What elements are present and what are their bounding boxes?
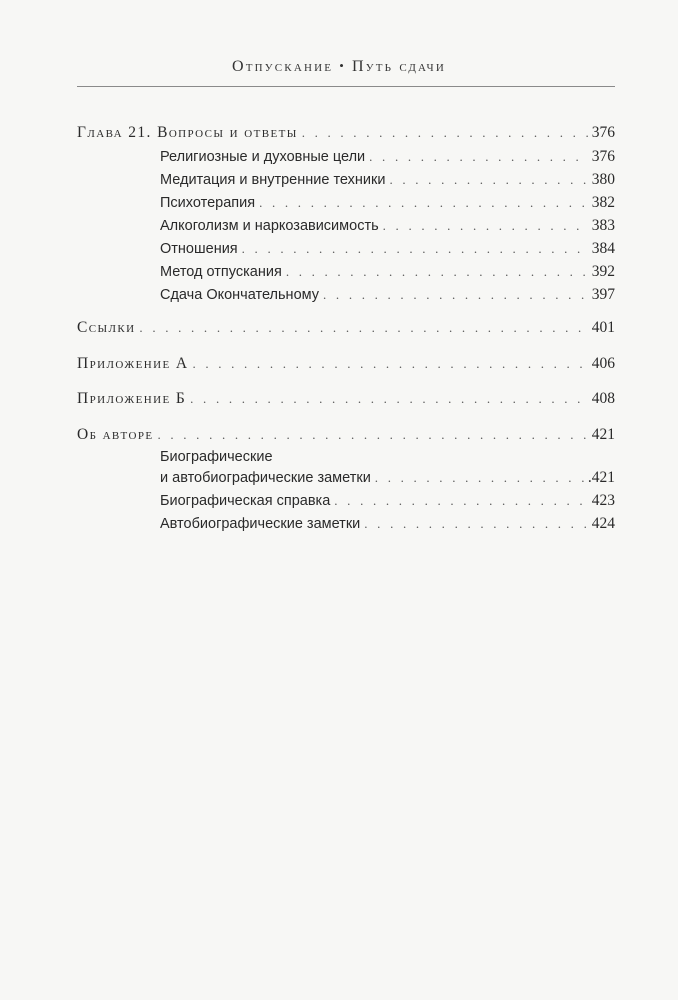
dot-leader <box>242 239 588 259</box>
toc-entry-page: 392 <box>591 263 615 280</box>
toc-entry-page: 384 <box>591 240 615 257</box>
toc-entry-page: 397 <box>591 286 615 303</box>
toc-entry-page: 382 <box>591 194 615 211</box>
running-head-left: Отпускание <box>231 58 334 75</box>
toc-entry-psychotherapy[interactable] <box>160 193 615 215</box>
toc-entry-label: Приложение А <box>77 355 189 372</box>
dot-leader <box>334 491 587 511</box>
toc-entry-page: 423 <box>591 492 615 509</box>
toc-entry-page: 376 <box>591 124 615 141</box>
toc-entry-page: 376 <box>591 148 615 165</box>
dot-leader <box>375 468 584 488</box>
header-rule <box>77 86 615 87</box>
toc-entry-biographical-line1[interactable] <box>160 447 615 469</box>
toc-entry-label: Сдача Окончательному <box>160 287 320 303</box>
dot-leader <box>139 318 587 338</box>
toc-entry-label: Глава 21. Вопросы и ответы <box>77 124 298 141</box>
running-head-bullet: • <box>339 58 346 73</box>
dot-leader <box>190 389 588 409</box>
toc-entry-autobiographical-notes[interactable] <box>160 514 615 536</box>
toc-entry-page: 421 <box>591 426 615 443</box>
toc-entry-page: 406 <box>591 355 615 372</box>
toc-entry-chapter-21[interactable] <box>77 123 615 145</box>
toc-entry-label: Биографическая справка <box>160 493 331 509</box>
dot-leader <box>286 262 588 282</box>
running-head-right: Путь сдачи <box>351 58 447 75</box>
dot-leader <box>302 123 588 143</box>
toc-entry-page: 401 <box>591 319 615 336</box>
toc-entry-addiction[interactable] <box>160 216 615 238</box>
toc-entry-references[interactable] <box>77 318 615 340</box>
toc-entry-page: 380 <box>591 171 615 188</box>
toc-entry-surrender[interactable] <box>160 285 615 307</box>
toc-entry-label: Приложение Б <box>77 390 187 407</box>
toc-entry-label: Отношения <box>160 241 238 257</box>
dot-leader <box>383 216 588 236</box>
toc-entry-page: 383 <box>591 217 615 234</box>
toc-entry-page: 408 <box>591 390 615 407</box>
toc-entry-label: и автобиографические заметки <box>160 470 371 486</box>
dot-leader <box>323 285 588 305</box>
toc-entry-page: .421 <box>587 469 615 486</box>
toc-entry-label: Автобиографические заметки <box>160 516 361 532</box>
dot-leader <box>259 193 588 213</box>
running-head <box>0 58 678 76</box>
dot-leader <box>369 147 588 167</box>
toc-entry-meditation[interactable] <box>160 170 615 192</box>
dot-leader <box>192 354 587 374</box>
toc-entry-biographical-reference[interactable] <box>160 491 615 513</box>
toc-entry-religious-goals[interactable] <box>160 147 615 169</box>
dot-leader <box>364 514 587 534</box>
toc-entry-biographical-notes[interactable] <box>160 468 615 490</box>
toc-entry-label: Религиозные и духовные цели <box>160 149 366 165</box>
toc-entry-label: Психотерапия <box>160 195 256 211</box>
toc-entry-relationships[interactable] <box>160 239 615 261</box>
toc-entry-letting-go-method[interactable] <box>160 262 615 284</box>
toc-entry-label: Биографические <box>160 449 273 465</box>
toc-entry-label: Об авторе <box>77 426 154 443</box>
dot-leader <box>157 425 587 445</box>
dot-leader <box>389 170 587 190</box>
toc-entry-appendix-a[interactable] <box>77 354 615 376</box>
toc-entry-label: Метод отпускания <box>160 264 282 280</box>
toc-entry-label: Ссылки <box>77 319 136 336</box>
toc-entry-appendix-b[interactable] <box>77 389 615 411</box>
toc-entry-page: 424 <box>591 515 615 532</box>
toc-entry-label: Алкоголизм и наркозависимость <box>160 218 379 234</box>
toc-entry-about-author[interactable] <box>77 425 615 447</box>
toc-entry-label: Медитация и внутренние техники <box>160 172 386 188</box>
